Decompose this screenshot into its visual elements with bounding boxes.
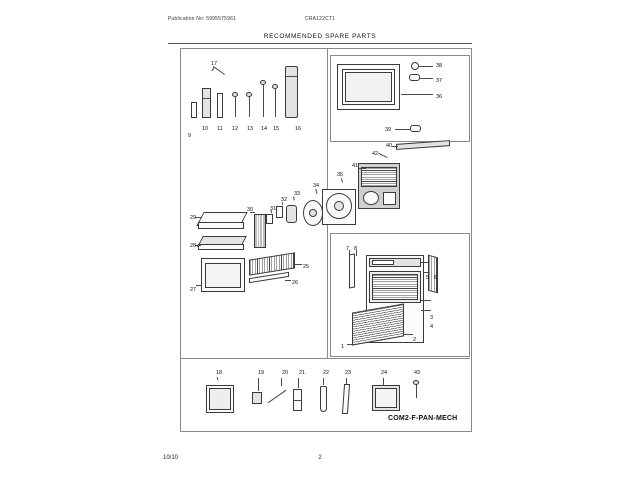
part-41-control-box	[383, 192, 396, 205]
publication-number: Publication No: 5995575961	[168, 16, 237, 22]
callout-29: 29	[190, 215, 197, 221]
leader-37	[420, 78, 433, 79]
leader-3	[421, 300, 431, 301]
callout-9: 9	[188, 133, 192, 139]
part-28-front	[198, 244, 244, 250]
callout-25: 25	[303, 264, 310, 270]
leader-20	[281, 378, 282, 386]
callout-16: 16	[295, 126, 302, 132]
leader-27	[196, 285, 202, 286]
part-18-filter-mesh	[209, 388, 231, 410]
callout-17: 17	[211, 61, 218, 67]
callout-4: 4	[430, 324, 434, 330]
callout-1: 1	[341, 344, 345, 350]
callout-18: 18	[216, 370, 223, 376]
footer-page-number: 2	[318, 455, 322, 461]
callout-27: 27	[190, 287, 197, 293]
leader-39	[395, 129, 410, 130]
part-3-louvers	[372, 274, 418, 300]
callout-34: 34	[313, 183, 320, 189]
part-16-detail	[286, 76, 297, 77]
callout-5: 5	[426, 275, 430, 281]
callout-39: 39	[385, 127, 392, 133]
part-38-clip	[411, 62, 419, 70]
part-31	[266, 214, 273, 224]
page-title: RECOMMENDED SPARE PARTS	[263, 33, 377, 40]
callout-30: 30	[247, 207, 254, 213]
callout-8: 8	[354, 246, 358, 252]
callout-35: 35	[337, 172, 344, 178]
part-10	[202, 88, 211, 118]
leader-21	[298, 378, 299, 388]
callout-41: 41	[352, 163, 359, 169]
part-6-display	[372, 260, 394, 265]
callout-32: 32	[281, 197, 288, 203]
callout-13: 13	[247, 126, 254, 132]
callout-10: 10	[202, 126, 209, 132]
callout-26: 26	[292, 280, 299, 286]
callout-7: 7	[346, 246, 350, 252]
model-number: CRA122CT1	[305, 16, 336, 22]
leader-41	[358, 168, 366, 169]
part-41-condenser-fins	[361, 167, 397, 187]
part-7-bracket	[349, 253, 355, 288]
part-24-inner	[375, 388, 397, 408]
title-divider	[168, 43, 472, 44]
callout-23: 23	[345, 370, 352, 376]
footer-date: 10/10	[163, 455, 179, 461]
part-13-head	[246, 92, 252, 97]
leader-38	[419, 66, 433, 67]
callout-2: 2	[413, 337, 417, 343]
callout-43: 43	[414, 370, 421, 376]
part-35-fan-hub	[334, 201, 344, 211]
part-13-shaft	[249, 96, 250, 117]
part-42-compressor	[363, 191, 379, 205]
leader-4	[421, 310, 431, 311]
part-22-strip	[320, 386, 327, 412]
leader-25	[295, 264, 302, 265]
part-12-shaft	[235, 96, 236, 117]
part-30-evaporator	[254, 214, 266, 248]
callout-37: 37	[436, 78, 443, 84]
part-21-detail	[294, 400, 301, 401]
part-11	[217, 93, 223, 118]
part-36-glass	[345, 72, 392, 102]
leader-23	[346, 378, 347, 384]
part-15-shaft	[275, 88, 276, 117]
part-15-head	[272, 84, 278, 89]
part-16	[285, 66, 298, 118]
leader-22	[323, 378, 324, 385]
part-32	[276, 206, 283, 218]
part-34-hub	[309, 209, 317, 217]
callout-6: 6	[434, 275, 438, 281]
leader-1	[347, 344, 357, 345]
part-43-shaft	[416, 384, 417, 398]
callout-36: 36	[436, 94, 443, 100]
callout-21: 21	[299, 370, 306, 376]
part-29-front	[198, 222, 244, 229]
callout-38: 38	[436, 63, 443, 69]
callout-31: 31	[270, 206, 277, 212]
part-27-inner	[205, 263, 241, 288]
callout-15: 15	[273, 126, 280, 132]
part-5-side-vent	[428, 255, 438, 294]
part-12-head	[232, 92, 238, 97]
callout-24: 24	[381, 370, 388, 376]
part-43-head	[413, 380, 419, 385]
callout-11: 11	[217, 126, 223, 132]
leader-26	[285, 280, 291, 281]
part-9	[191, 102, 197, 118]
callout-19: 19	[258, 370, 265, 376]
leader-36	[401, 94, 433, 95]
leader-24	[383, 378, 384, 385]
part-10-detail	[203, 98, 210, 99]
callout-42: 42	[372, 151, 379, 157]
diagram-divider-bottom	[180, 358, 470, 359]
part-39-bracket	[410, 125, 421, 132]
part-19	[252, 392, 262, 404]
callout-20: 20	[282, 370, 289, 376]
part-33-motor	[286, 205, 297, 223]
callout-12: 12	[232, 126, 239, 132]
part-14-shaft	[263, 84, 264, 117]
callout-33: 33	[294, 191, 301, 197]
callout-28: 28	[190, 243, 197, 249]
callout-3: 3	[430, 315, 434, 321]
part-37-clip	[409, 74, 420, 81]
part-14-head	[260, 80, 266, 85]
leader-19	[258, 378, 259, 391]
callout-14: 14	[261, 126, 268, 132]
callout-40: 40	[386, 143, 393, 149]
leader-2	[404, 334, 413, 335]
callout-22: 22	[323, 370, 330, 376]
diagram-label: COM2-F-PAN-MECH	[388, 415, 458, 422]
leader-7	[349, 250, 350, 256]
leader-40	[392, 146, 398, 147]
